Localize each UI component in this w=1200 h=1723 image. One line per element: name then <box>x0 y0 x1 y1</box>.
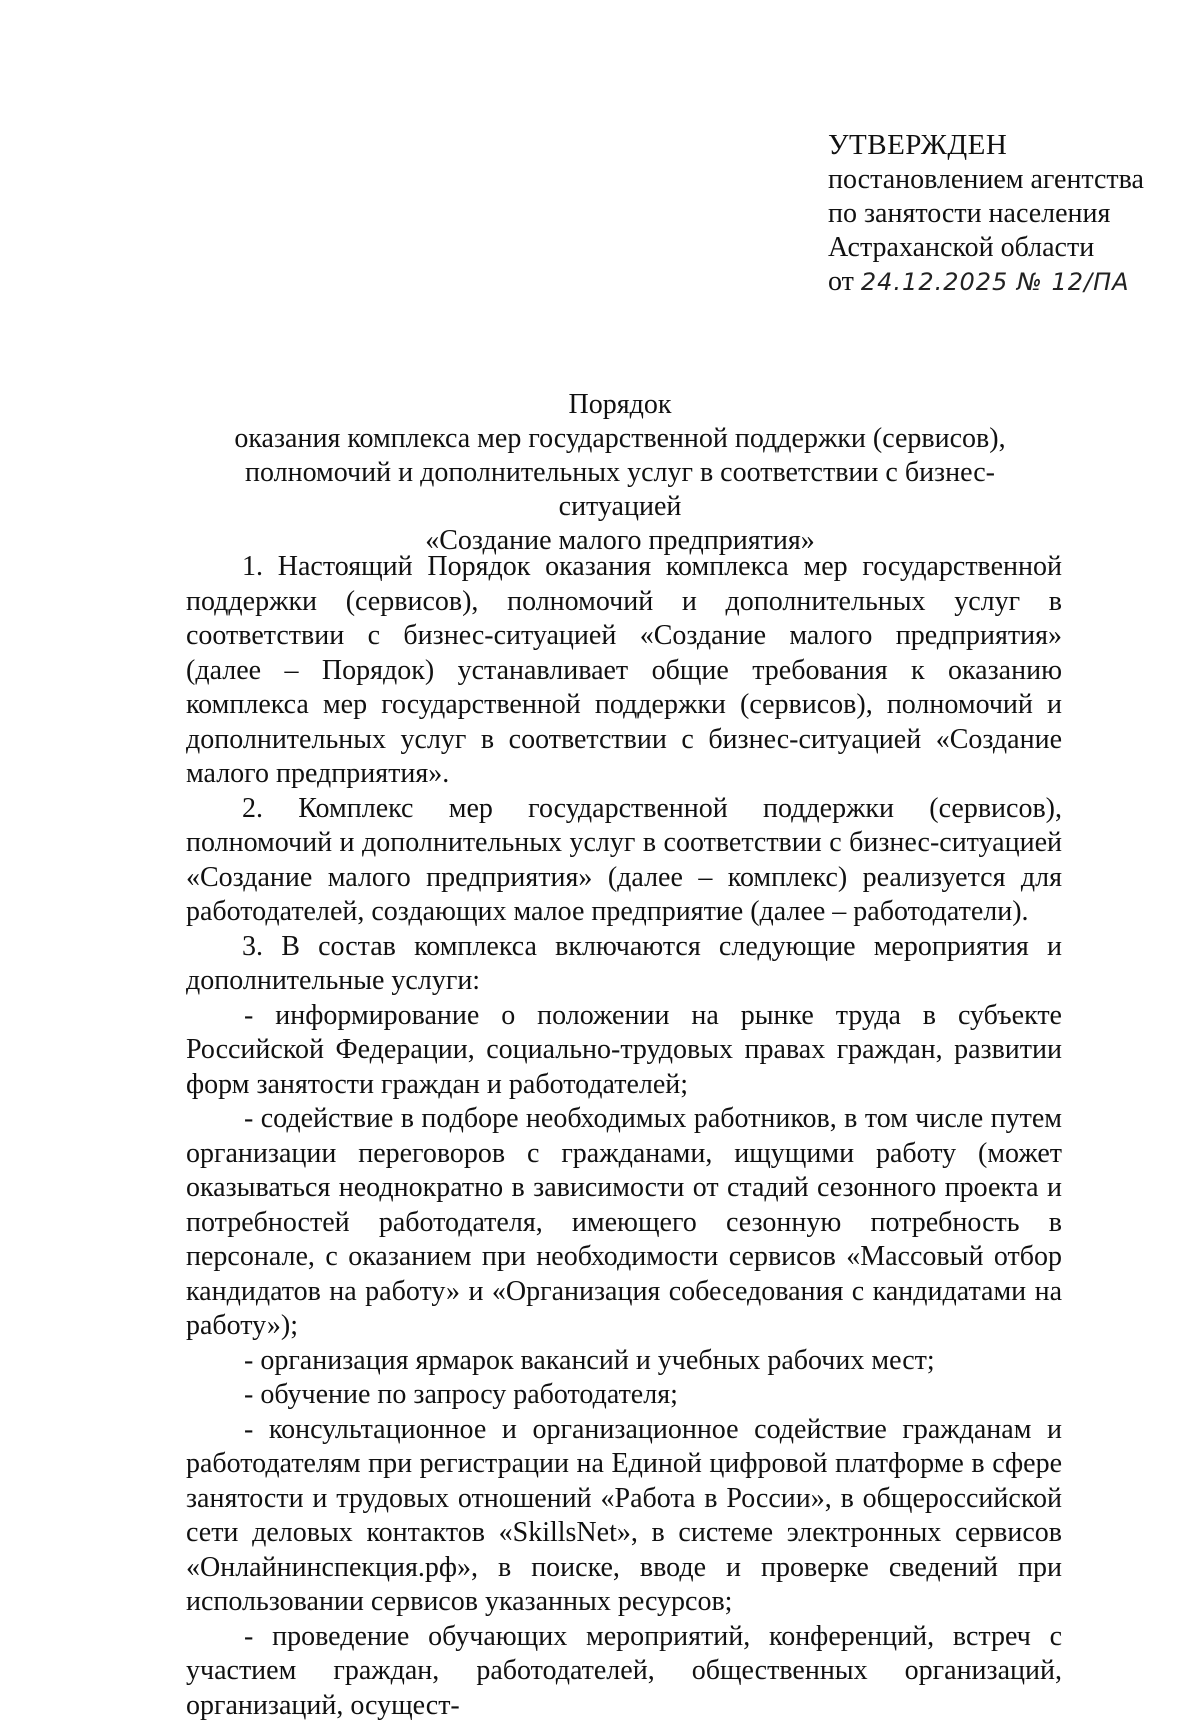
approval-date-prefix: от <box>828 266 854 297</box>
approval-line-1: постановлением агентства <box>828 163 1144 197</box>
document-title <box>190 388 1050 558</box>
list-item: - консультационное и организационное содействие гражданам и работодателям при регистрации на Единой цифровой платформе в сфере занятости и трудовых отношений «Работа в России», в общероссийской сети деловых контактов «SkillsNet», в системе электронных сервисов «Онлайнинспекция.рф», в поиске, вводе и проверке сведений при использовании сервисов указанных ресурсов; <box>186 1413 1062 1620</box>
approval-block <box>828 128 1144 299</box>
approval-line-2: по занятости населения <box>828 197 1144 231</box>
approval-date-line <box>828 265 1144 299</box>
list-item: - информирование о положении на рынке труда в субъекте Российской Федерации, социально-трудовых правах граждан, развитии форм занятости граждан и работодателей; <box>186 999 1062 1103</box>
handwritten-date-number: 24.12.2025 № 12/ПА <box>861 268 1130 296</box>
title-line-1: Порядок <box>190 388 1050 422</box>
title-line-2: оказания комплекса мер государственной поддержки (сервисов), <box>190 422 1050 456</box>
list-item: - проведение обучающих мероприятий, конференций, встреч с участием граждан, работодателей, общественных организаций, организаций, осущест- <box>186 1620 1062 1723</box>
approval-line-3: Астраханской области <box>828 231 1144 265</box>
list-item: - содействие в подборе необходимых работников, в том числе путем организации переговоров с гражданами, ищущими работу (может оказываться неоднократно в зависимости от стадий сезонного проекта и потребностей работодателя, имеющего сезонную потребность в персонале, с оказанием при необходимости сервисов «Массовый отбор кандидатов на работу» и «Организация собеседования с кандидатами на работу»); <box>186 1102 1062 1344</box>
paragraph-2: 2. Комплекс мер государственной поддержки (сервисов), полномочий и дополнительных услуг в соответствии с бизнес-ситуацией «Создание малого предприятия» (далее – комплекс) реализуется для работодателей, создающих малое предприятие (далее – работодатели). <box>186 792 1062 930</box>
document-body <box>186 550 1062 1723</box>
title-line-3: полномочий и дополнительных услуг в соответствии с бизнес-ситуацией <box>190 456 1050 524</box>
paragraph-1: 1. Настоящий Порядок оказания комплекса мер государственной поддержки (сервисов), полномочий и дополнительных услуг в соответствии с бизнес-ситуацией «Создание малого предприятия» (далее – Порядок) устанавливает общие требования к оказанию комплекса мер государственной поддержки (сервисов), полномочий и дополнительных услуг в соответствии с бизнес-ситуацией «Создание малого предприятия». <box>186 550 1062 792</box>
list-item: - обучение по запросу работодателя; <box>186 1378 1062 1413</box>
approval-heading: УТВЕРЖДЕН <box>828 128 1144 162</box>
paragraph-3: 3. В состав комплекса включаются следующие мероприятия и дополнительные услуги: <box>186 930 1062 999</box>
title-line-4: «Создание малого предприятия» <box>190 524 1050 558</box>
list-item: - организация ярмарок вакансий и учебных рабочих мест; <box>186 1344 1062 1379</box>
